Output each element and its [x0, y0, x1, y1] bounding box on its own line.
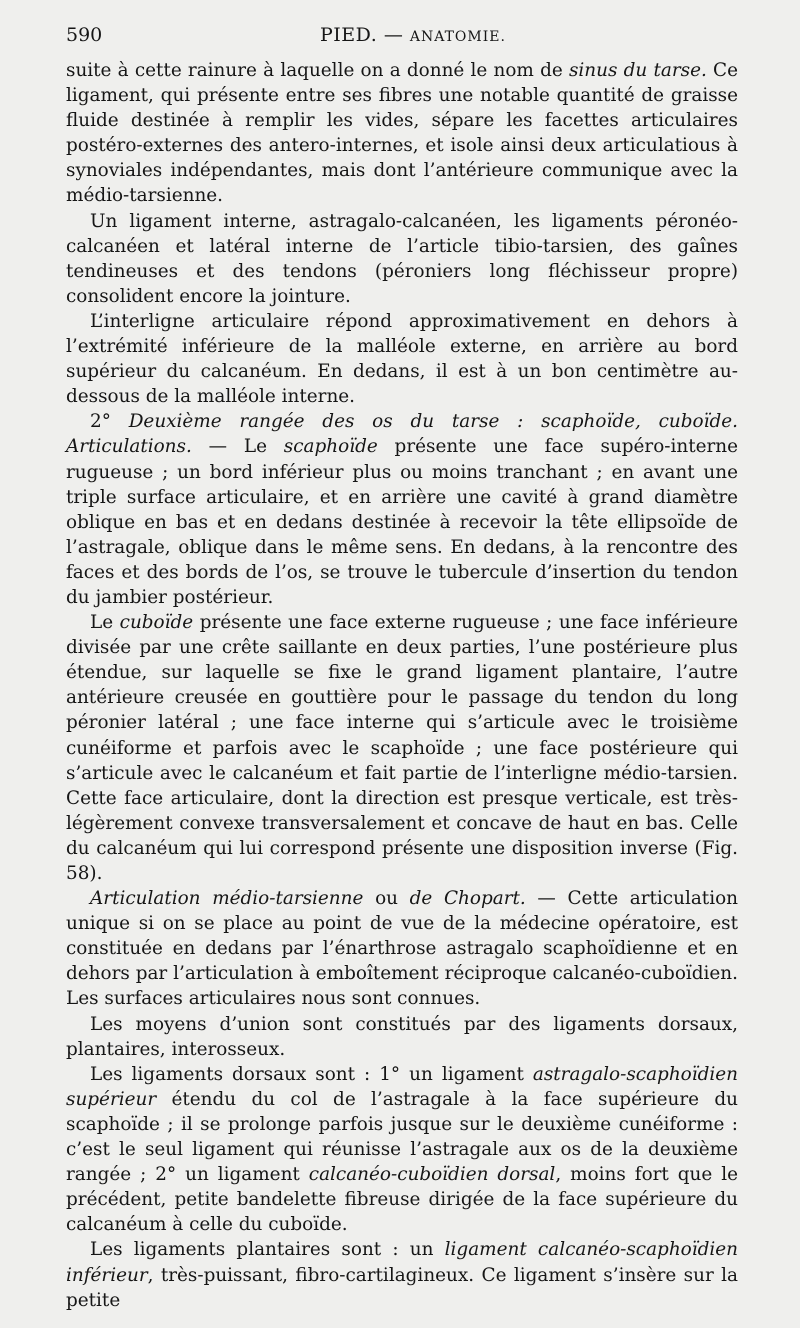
paragraph-5 — [66, 610, 738, 886]
paragraph-3: L’interligne articulaire répond approximativement en dehors à l’extrémité inférieure de la malléole externe, en arrière au bord supérieur du calcanéum. En dedans, il est à un bon centimètre au-dessous de la malléole interne. — [66, 310, 738, 408]
text-run: présente une face supéro-interne rugueuse ; un bord inférieur plus ou moins tranchant ; en avant une triple surface articulaire, et en arrière une cavité à grand diamètre oblique en bas et en dedans destinée à recevoir la tête ellipsoïde de l’astragale, oblique dans le même sens. En dedans, à la rencontre des faces et des bords de l’os, se trouve le tubercule d’insertion du tendon du jambier postérieur. — [66, 436, 738, 608]
paragraph-9 — [66, 1237, 738, 1312]
italic-term: sinus du tarse. — [568, 60, 707, 81]
text-run: ou — [363, 888, 410, 910]
header-dash: — — [383, 24, 404, 46]
text-run: 2° — [90, 411, 129, 433]
header-title: PIED. — [320, 24, 378, 46]
text-run: Les ligaments plantaires sont : un — [90, 1239, 445, 1261]
paragraph-2: Un ligament interne, astragalo-calcanéen, les ligaments péronéo-calcanéen et latéral interne de l’article tibio-tarsien, des gaînes tendineuses et des tendons (péroniers long fléchisseur propre) consolident encore la jointure. — [66, 210, 738, 307]
text-run: Les ligaments dorsaux sont : 1° un ligament — [90, 1063, 533, 1085]
text-run: Ce ligament, qui présente entre ses fibres une notable quantité de graisse fluide destinée à remplir les vides, sépare les facettes articulaires postéro-externes des antero-internes, et isole ainsi deux articulatious à synoviales indépendantes, mais dont l’antérieure communique avec la médio-tarsienne. — [66, 60, 738, 207]
running-title — [320, 24, 506, 46]
text-run: , très-puissant, fibro-cartilagineux. Ce ligament s’insère sur la petite — [66, 1264, 738, 1311]
text-run: suite à cette rainure à laquelle on a donné le nom de — [66, 60, 569, 81]
italic-term: ligament calcanéo-scaphoïdien inférieur — [66, 1239, 739, 1286]
paragraph-1 — [66, 58, 738, 209]
paragraph-6 — [66, 886, 738, 1011]
text-run: — Cette articulation unique si on se place au point de vue de la médecine opératoire, est constituée en dedans par l’énarthrose astragalo scaphoïdienne et en dehors par l’articulation à emboîtement réciproque calcanéo-cuboïdien. Les surfaces articulaires nous sont connues. — [66, 888, 738, 1010]
page-body — [66, 58, 738, 1313]
italic-term: astragalo-scaphoïdien supérieur — [66, 1063, 738, 1110]
paragraph-4 — [66, 409, 738, 610]
section-heading: Deuxième rangée des os du tarse : scaphoïde, cuboïde. Articulations. — [66, 411, 739, 458]
page-number: 590 — [66, 24, 103, 46]
section-heading: Articulation médio-tarsienne — [90, 888, 364, 910]
italic-term: scaphoïde — [283, 436, 378, 458]
section-heading: de Chopart. — [409, 888, 526, 910]
text-run: Le — [90, 612, 120, 634]
header-subtitle: ANATOMIE. — [409, 29, 506, 45]
paragraph-8 — [66, 1062, 738, 1238]
text-run: présente une face externe rugueuse ; une face inférieure divisée par une crête saillante en deux parties, l’une postérieure plus étendue, sur laquelle se fixe le grand ligament plantaire, l’autre antérieure creusée en gouttière pour le passage du tendon du long péronier latéral ; une face interne qui s’articule avec le troisième cunéiforme et parfois avec le scaphoïde ; une face postérieure qui s’articule avec le calcanéum et fait partie de l’interligne médio-tarsien. Cette face articulaire, dont la direction est presque verticale, est très-légèrement convexe transversalement et concave de haut en bas. Celle du calcanéum qui lui correspond présente une disposition inverse (Fig. 58). — [66, 612, 738, 884]
italic-term: cuboïde — [119, 612, 194, 634]
paragraph-7: Les moyens d’union sont constitués par des ligaments dorsaux, plantaires, interosseux. — [66, 1013, 738, 1060]
italic-term: calcanéo-cuboïdien dorsal — [308, 1164, 556, 1186]
text-run: — Le — [191, 436, 284, 458]
running-header — [66, 24, 738, 54]
text-run: étendu du col de l’astragale à la face supérieure du scaphoïde ; il se prolonge parfois jusque sur le deuxième cunéiforme : c’est le seul ligament qui réunisse l’astragale aux os de la deuxième rangée ; 2° un ligament — [66, 1088, 738, 1186]
text-run: , moins fort que le précédent, petite bandelette fibreuse dirigée de la face supérieure du calcanéum à celle du cuboïde. — [66, 1164, 738, 1236]
